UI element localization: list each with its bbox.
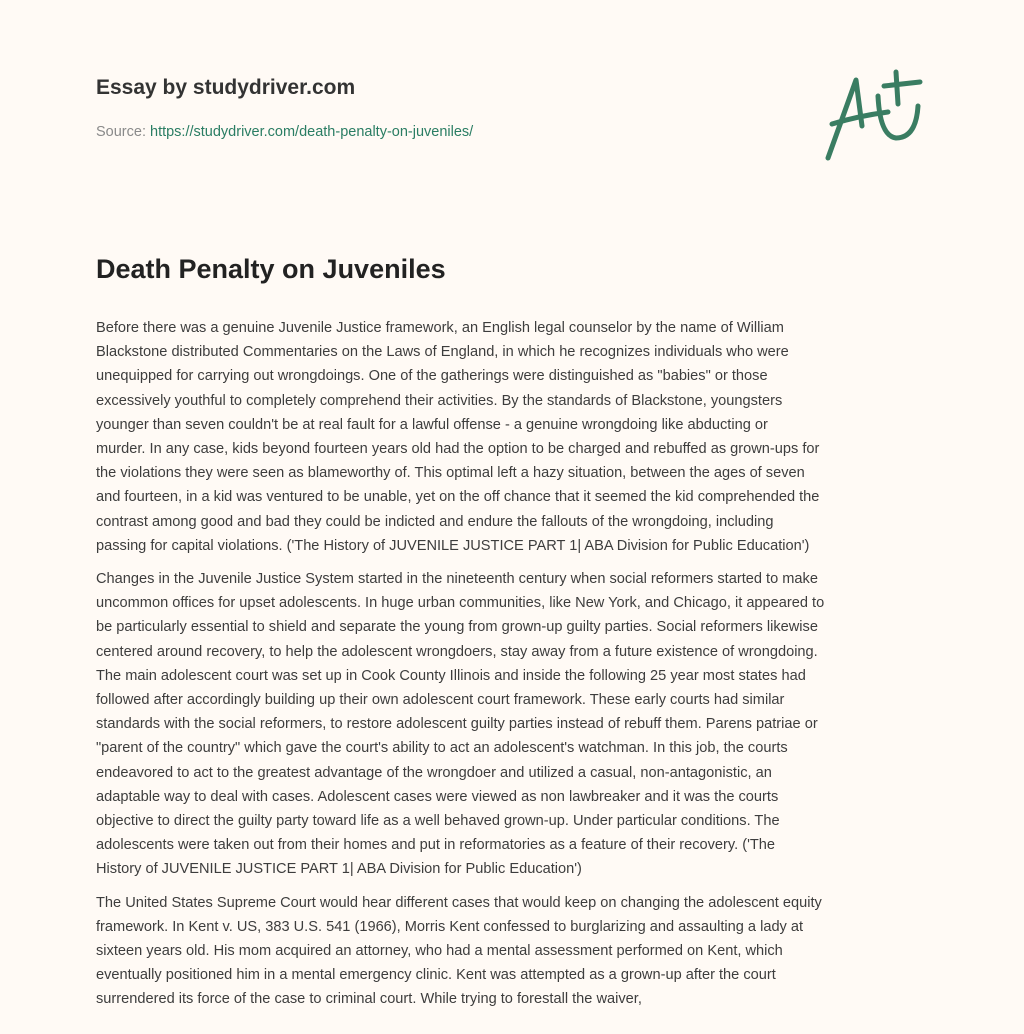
paragraph-line: The main adolescent court was set up in Cook County Illinois and inside the following 25 year most states had: [96, 667, 806, 684]
paragraph-line: framework. In Kent v. US, 383 U.S. 541 (1966), Morris Kent confessed to burglarizing and assaulting a lady at: [96, 918, 804, 935]
essay-paragraph: [96, 891, 936, 1012]
paragraph-line: Before there was a genuine Juvenile Justice framework, an English legal counselor by the name of William: [96, 320, 784, 336]
site-brand: Essay by studydriver.com: [96, 76, 356, 99]
paragraph-line: surrendered its force of the case to criminal court. While trying to forestall the waiver,: [96, 991, 642, 1008]
paragraph-line: and fourteen, in a kid was ventured to be unable, yet on the off chance that it seemed the kid comprehended the: [96, 489, 820, 506]
essay-body: [96, 316, 936, 1021]
paragraph-line: standards with the social reformers, to restore adolescent guilty parties instead of rebuff them. Parens patriae or: [96, 716, 818, 733]
paragraph-line: objective to direct the guilty party toward life as a well behaved grown-up. Under particular conditions. The: [96, 813, 780, 830]
paragraph-line: uncommon offices for upset adolescents. In huge urban communities, like New York, and Chicago, it appeared to: [96, 595, 825, 612]
paragraph-line: "parent of the country" which gave the court's ability to act an adolescent's watchman. In this job, the courts: [96, 740, 788, 757]
paragraph-line: History of JUVENILE JUSTICE PART 1| ABA Division for Public Education'): [96, 861, 582, 878]
paragraph-line: be particularly essential to shield and separate the young from grown-up guilty parties. Social reformers likewise: [96, 619, 818, 636]
paragraph-line: adaptable way to deal with cases. Adolescent cases were viewed as non lawbreaker and it was the courts: [96, 788, 779, 805]
paragraph-line: The United States Supreme Court would hear different cases that would keep on changing the adolescent equity: [96, 894, 822, 911]
source-line: [96, 124, 473, 140]
paragraph-line: centered around recovery, to help the adolescent wrongdoers, stay away from a future existence of wrongdoing.: [96, 643, 818, 660]
source-label: Source:: [96, 124, 150, 140]
paragraph-line: Blackstone distributed Commentaries on the Laws of England, in which he recognizes individuals who were: [96, 344, 789, 361]
paragraph-line: followed after accordingly building up their own adolescent court framework. These early courts had similar: [96, 692, 785, 709]
paragraph-line: younger than seven couldn't be at real fault for a lawful offense - a genuine wrongdoing like abducting or: [96, 416, 768, 433]
a-plus-logo-icon: [818, 66, 928, 166]
paragraph-line: contrast among good and bad they could be indicted and endure the fallouts of the wrongdoing, including: [96, 513, 774, 530]
essay-paragraph: [96, 316, 936, 558]
essay-title: Death Penalty on Juveniles: [96, 254, 446, 284]
paragraph-line: the violations they were seen as blameworthy of. This optimal left a hazy situation, between the ages of seven: [96, 465, 805, 482]
source-link[interactable]: https://studydriver.com/death-penalty-on-juveniles/: [150, 124, 474, 140]
paragraph-line: adolescents were taken out from their homes and put in reformatories as a feature of their recovery. ('The: [96, 837, 776, 854]
paragraph-line: eventually positioned him in a mental emergency clinic. Kent was attempted as a grown-up after the court: [96, 967, 776, 984]
paragraph-line: passing for capital violations. ('The History of JUVENILE JUSTICE PART 1| ABA Division for Public Education'): [96, 537, 810, 554]
essay-paragraph: [96, 567, 936, 882]
paragraph-line: endeavored to act to the greatest advantage of the wrongdoer and utilized a casual, non-antagonistic, an: [96, 764, 772, 781]
paragraph-line: Changes in the Juvenile Justice System started in the nineteenth century when social reformers started to make: [96, 571, 818, 588]
paragraph-line: unequipped for carrying out wrongdoings. One of the gatherings were distinguished as "babies" or those: [96, 368, 768, 385]
paragraph-line: excessively youthful to completely comprehend their activities. By the standards of Blackstone, youngsters: [96, 392, 783, 409]
paragraph-line: sixteen years old. His mom acquired an attorney, who had a mental assessment performed on Kent, which: [96, 943, 783, 960]
paragraph-line: murder. In any case, kids beyond fourteen years old had the option to be charged and rebuffed as grown-ups for: [96, 441, 820, 458]
